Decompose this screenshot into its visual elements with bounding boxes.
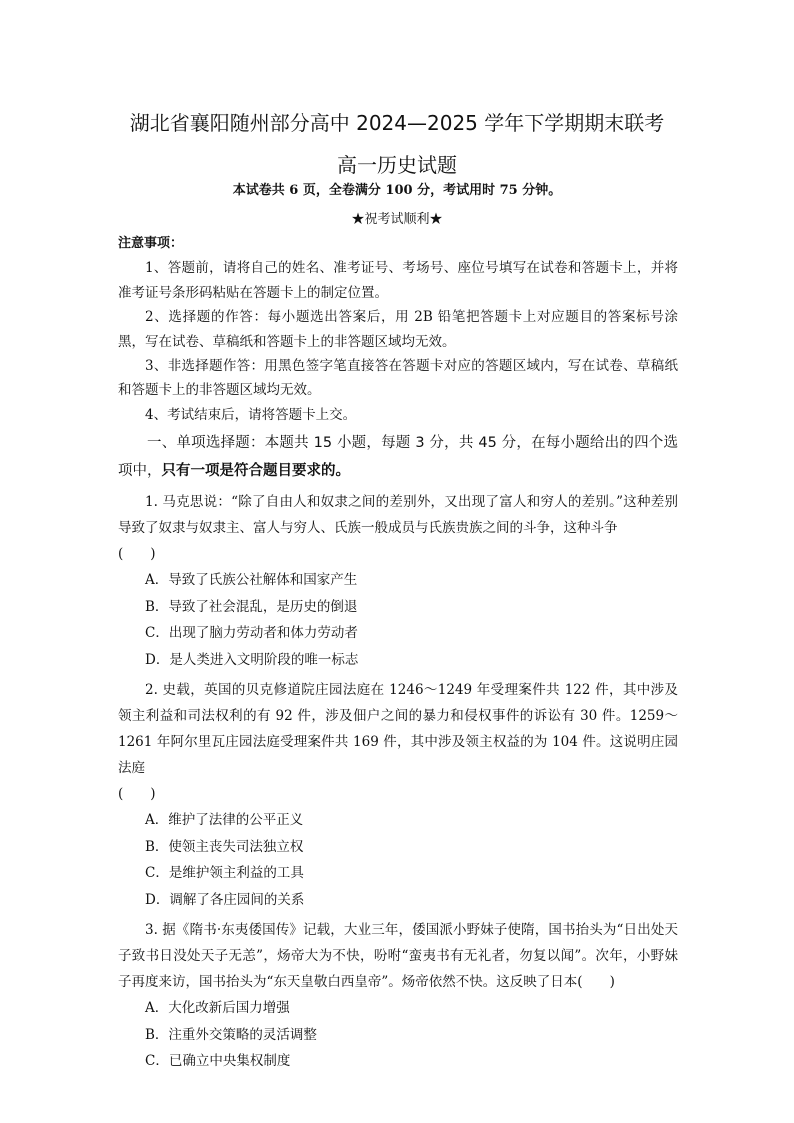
answer-blank: ( ) [118,546,156,563]
option-item: D．是人类进入文明阶段的唯一标志 [145,651,359,668]
option-item: C．已确立中央集权制度 [145,1053,291,1070]
notice-item: 4、考试结束后，请将答题卡上交。 [145,406,357,423]
section-heading-bold: 只有一项是符合题目要求的。 [161,463,350,480]
notice-heading: 注意事项： [118,236,184,251]
option-item: B．导致了社会混乱，是历史的倒退 [145,598,358,615]
option-item: A．大化改新后国力增强 [145,1000,290,1017]
exam-info: 本试卷共 6 页，全卷满分 100 分，考试用时 75 分钟。 [232,183,562,198]
exam-title: 湖北省襄阳随州部分高中 2024—2025 学年下学期期末联考 [129,111,665,135]
option-item: B．使领主丧失司法独立权 [145,838,304,855]
option-item: D．调解了各庄园间的关系 [145,891,305,908]
option-item: C．是维护领主利益的工具 [145,865,304,882]
option-item: A．导致了氏族公社解体和国家产生 [145,572,358,589]
question-stem: 2. 史载，英国的贝克修道院庄园法庭在 1246～1249 年受理案件共 122 件，其中涉及领主利益和司法权利的有 92 件，涉及佃户之间的暴力和侵权事件的诉讼有 30 件。1259～1261 年阿尔里瓦庄园法庭受理案件共 169 件，其中涉及领主权益的为 104 件。这说明庄园法庭 [118,682,678,777]
exam-subject: 高一历史试题 [337,153,457,177]
option-item: C．出现了脑力劳动者和体力劳动者 [145,625,358,642]
notice-item: 2、选择题的作答：每小题选出答案后，用 2B 铅笔把答题卡上对应题目的答案标号涂黑，写在试卷、草稿纸和答题卡上的非答题区域均无效。 [118,309,678,350]
exam-wish: ★祝考试顺利★ [351,212,443,227]
section-heading: 一、单项选择题：本题共 15 小题，每题 3 分，共 45 分，在每小题给出的四个选项中，只有一项是符合题目要求的。 [118,435,678,480]
notice-item: 3、非选择题作答：用黑色签字笔直接答在答题卡对应的答题区域内，写在试卷、草稿纸和答题卡上的非答题区域均无效。 [118,358,678,399]
question-stem: 3. 据《隋书·东夷倭国传》记载，大业三年，倭国派小野妹子使隋，国书抬头为“日出处天子致书日没处天子无恙”，炀帝大为不快，吩咐“蛮夷书有无礼者，勿复以闻”。次年，小野妹子再度来访，国书抬头为“东天皇敬白西皇帝”。炀帝依然不快。这反映了日本( ) [118,922,678,991]
option-item: B．注重外交策略的灵活调整 [145,1026,317,1043]
exam-body [118,232,678,1075]
answer-blank: ( ) [118,786,156,803]
notice-item: 1、答题前，请将自己的姓名、准考证号、考场号、座位号填写在试卷和答题卡上，并将准考证号条形码粘贴在答题卡上的制定位置。 [118,260,678,301]
option-item: A．维护了法律的公平正义 [145,812,304,829]
question-stem: 1. 马克思说：“除了自由人和奴隶之间的差别外，又出现了富人和穷人的差别。”这种差别导致了奴隶与奴隶主、富人与穷人、氏族一般成员与氏族贵族之间的斗争，这种斗争 [118,494,678,537]
